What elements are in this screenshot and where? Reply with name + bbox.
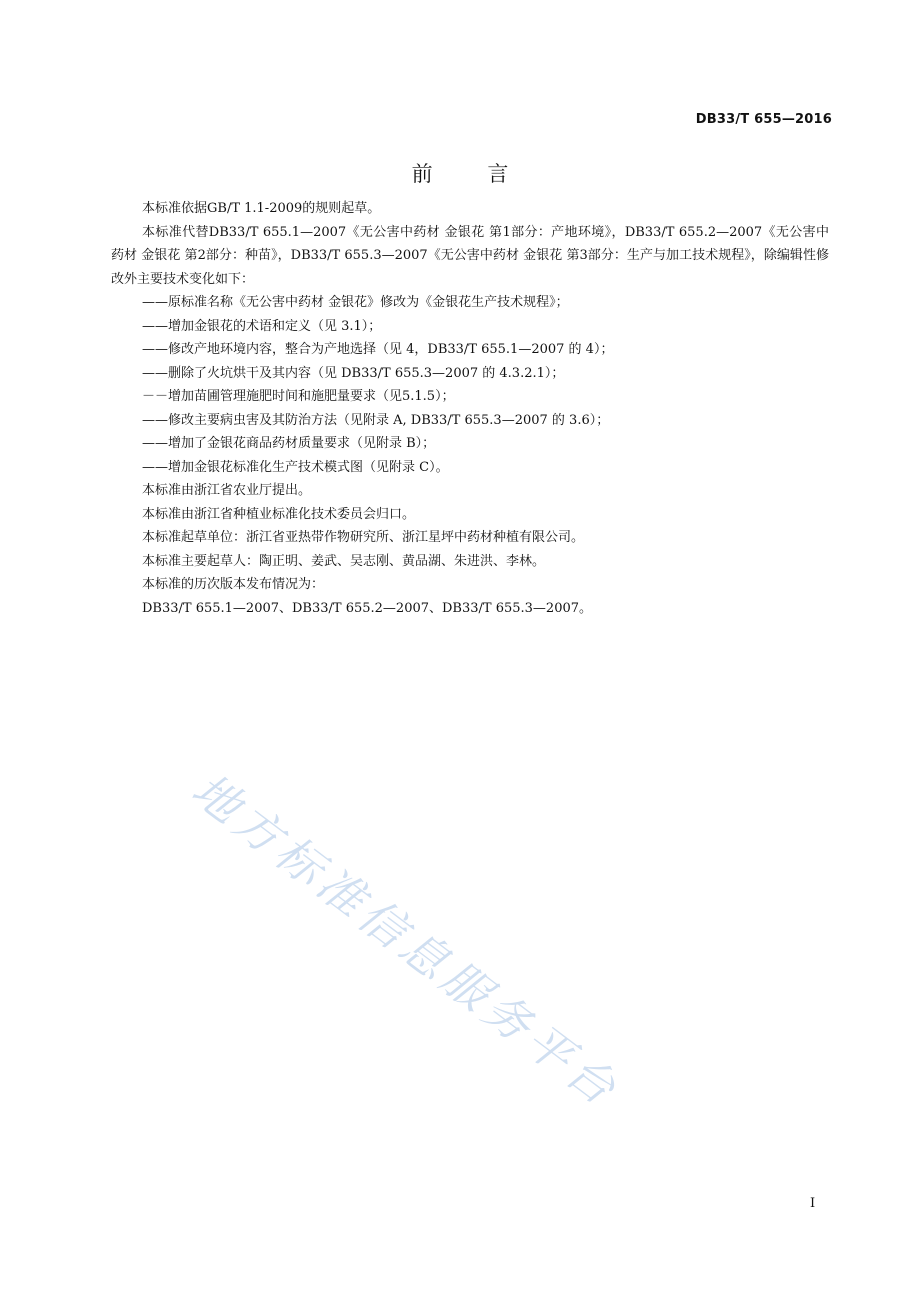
change-item: ——增加金银花的术语和定义（见 3.1）； (142, 318, 382, 334)
watermark: 地方标准信息服务平台 (182, 762, 630, 1119)
paragraph-history-intro: 本标准的历次版本发布情况为： (142, 577, 325, 592)
change-item: ——修改主要病虫害及其防治方法（见附录 A, DB33/T 655.3—2007 的 3.6）； (142, 412, 610, 428)
paragraph-proposer: 本标准由浙江省农业厅提出。 (142, 483, 312, 498)
page-number: I (810, 1196, 816, 1211)
change-item: ——增加了金银花商品药材质量要求（见附录 B）； (142, 436, 436, 451)
change-item: ——删除了火坑烘干及其内容（见 DB33/T 655.3—2007 的 4.3.2.1）； (142, 365, 565, 381)
paragraph-drafting-units: 本标准起草单位：浙江省亚热带作物研究所、浙江星坪中药材种植有限公司。 (142, 530, 585, 545)
paragraph-history-list: DB33/T 655.1—2007、DB33/T 655.2—2007、DB33/T 655.3—2007。 (142, 600, 593, 616)
paragraph-drafters: 本标准主要起草人：陶正明、姜武、吴志刚、黄品湖、朱进洪、李林。 (142, 553, 546, 569)
document-body (111, 197, 829, 620)
change-item: －－增加苗圃管理施肥时间和施肥量要求（见5.1.5）； (142, 389, 455, 404)
paragraph-replacement: 本标准代替DB33/T 655.1—2007《无公害中药材 金银花 第1部分：产地环境》，DB33/T 655.2—2007《无公害中药材 金银花 第2部分：种苗》，DB33/T 655.3—2007《无公害中药材 金银花 第3部分：生产与加工技术规程》，除编辑性修改外主要技术变化如下： (111, 224, 829, 287)
change-item: ——修改产地环境内容，整合为产地选择（见 4，DB33/T 655.1—2007 的 4）； (142, 342, 614, 357)
page-title: 前 言 (411, 162, 533, 186)
paragraph-drafting-rules: 本标准依据GB/T 1.1-2009的规则起草。 (142, 201, 381, 216)
change-item: ——原标准名称《无公害中药材 金银花》修改为《金银花生产技术规程》； (142, 295, 569, 310)
paragraph-committee: 本标准由浙江省种植业标准化技术委员会归口。 (142, 506, 416, 522)
standard-code: DB33/T 655—2016 (695, 112, 832, 127)
change-item: ——增加金银花标准化生产技术模式图（见附录 C）。 (142, 459, 449, 475)
